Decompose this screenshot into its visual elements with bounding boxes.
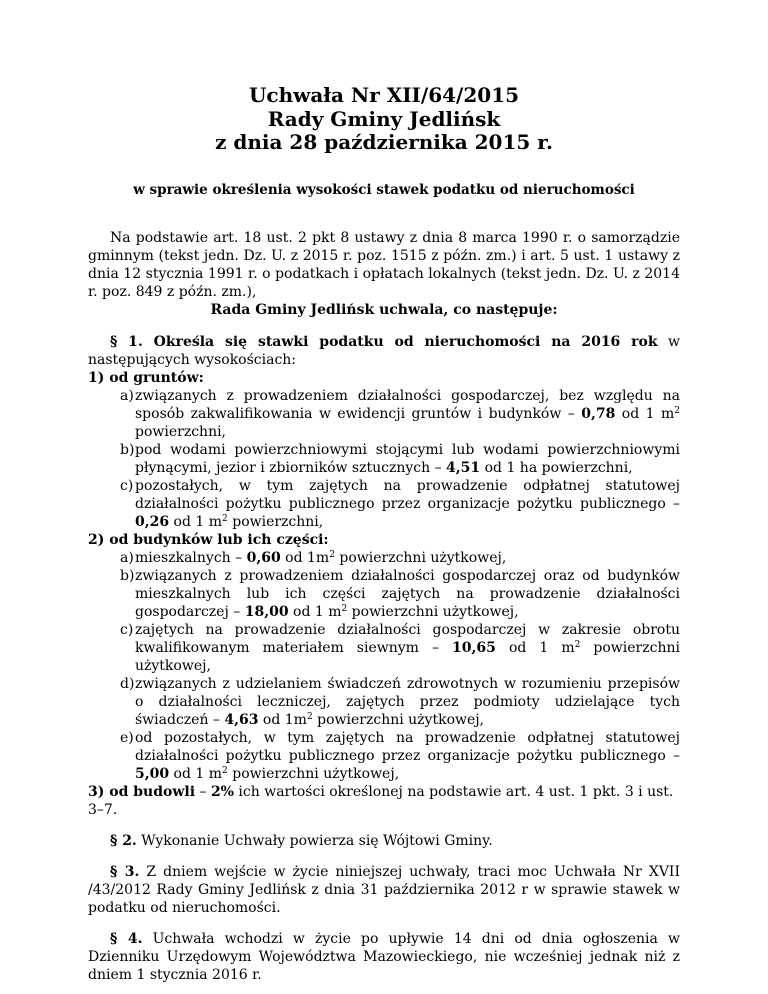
group-buildings-title: 2) od budynków lub ich części: [88, 531, 329, 548]
building-item-e: e) od pozostałych, w tym zajętych na prowadzenie odpłatnej statutowej działalności pożytku publicznego przez organizacje pożytku publicznego – 5,00 od 1 $m^2$ powierzchni użytkowej, [120, 729, 680, 782]
group-land-title: 1) od gruntów: [88, 369, 204, 386]
section-4-mark: § 4. [110, 930, 143, 947]
item-label: c) [120, 621, 134, 638]
resolution-title [88, 84, 680, 155]
land-item-c: c) pozostałych, w tym zajętych na prowadzenie odpłatnej statutowej działalności pożytku publicznego przez organizacje pożytku publicznego – 0,26 od 1 $m^2$ powierzchni, [120, 477, 680, 530]
section-2-mark: § 2. [110, 832, 137, 849]
building-item-c: c) zajętych na prowadzenie działalności gospodarczej w zakresie obrotu kwalifikowanym materiałem siewnym – 10,65 od 1 $m^2$ powierzchni użytkowej, [120, 621, 680, 674]
title-number: Uchwała Nr XII/64/2015 [248, 83, 520, 107]
rate-value: 2% [210, 783, 234, 800]
section-4: § 4. Uchwała wchodzi w życie po upływie 14 dni od dnia ogłoszenia w Dzienniku Urzędowym Województwa Mazowieckiego, nie wcześniej jednak niż z dniem 1 stycznia 2016 r. [88, 930, 680, 983]
item-label: b) [120, 567, 135, 584]
resolution-subject: w sprawie określenia wysokości stawek podatku od nieruchomości [133, 181, 635, 198]
group-structures: 3) od budowli – 2% ich wartości określonej na podstawie art. 4 ust. 1 pkt. 3 i ust. 3–7. [88, 783, 674, 818]
rate-value: 18,00 [244, 603, 289, 620]
item-label: e) [120, 729, 134, 746]
item-label: a) [120, 387, 134, 404]
item-label: b) [120, 441, 135, 458]
preamble: Na podstawie art. 18 ust. 2 pkt 8 ustawy z dnia 8 marca 1990 r. o samorządzie gminnym (tekst jedn. Dz. U. z 2015 r. poz. 1515 z późn. zm.) i art. 5 ust. 1 ustawy z dnia 12 stycznia 1991 r. o podatkach i opłatach lokalnych (tekst jedn. Dz. U. z 2014 r. poz. 849 z późn. zm.), [88, 229, 680, 300]
section-1-rest: w następujących wysokościach: [88, 333, 680, 368]
rate-value: 0,78 [581, 405, 616, 422]
rate-value: 10,65 [452, 639, 496, 656]
document-page [88, 84, 680, 984]
enacting-clause: Rada Gminy Jedlińsk uchwala, co następuje: [210, 301, 558, 318]
rate-value: 0,60 [246, 549, 281, 566]
building-item-a: a) mieszkalnych – 0,60 od $1m^2$ powierzchni użytkowej, [120, 549, 507, 566]
rate-value: 4,63 [224, 711, 259, 728]
rate-value: 4,51 [446, 459, 481, 476]
title-date: z dnia 28 października 2015 r. [215, 130, 553, 154]
section-3-mark: § 3. [110, 863, 140, 880]
title-council: Rady Gminy Jedlińsk [267, 106, 501, 131]
section-1-intro [88, 333, 680, 369]
section-1-heading: . Określa się stawki podatku od nieruchomości na 2016 rok [137, 333, 658, 350]
item-label: d) [120, 675, 135, 692]
section-1-mark: § 1 [110, 333, 138, 350]
item-label: c) [120, 477, 134, 494]
land-item-a: a) związanych z prowadzeniem działalności gospodarczej, bez względu na sposób zakwalifikowania w ewidencji gruntów i budynków – 0,78 od 1 $m^2$ powierzchni, [120, 387, 681, 440]
land-item-b: b) pod wodami powierzchniowymi stojącymi lub wodami powierzchniowymi płynącymi, jezior i zbiorników sztucznych – 4,51 od 1 ha powierzchni, [120, 441, 680, 476]
group-structures-title: 3) od budowli [88, 783, 196, 800]
building-item-d: d) związanych z udzielaniem świadczeń zdrowotnych w rozumieniu przepisów o działalności leczniczej, zajętych przez podmioty udzielające tych świadczeń – 4,63 od $1m^2$ powierzchni użytkowej, [120, 675, 680, 728]
section-3: § 3. Z dniem wejście w życie niniejszej uchwały, traci moc Uchwała Nr XVII /43/2012 Rady Gminy Jedlińsk z dnia 31 października 2012 r w sprawie stawek w podatku od nieruchomości. [88, 863, 680, 916]
item-label: a) [120, 549, 134, 566]
section-2: § 2. Wykonanie Uchwały powierza się Wójtowi Gminy. [110, 832, 493, 849]
building-item-b: b) związanych z prowadzeniem działalności gospodarczej oraz od budynków mieszkalnych lub ich części zajętych na prowadzenie działalności gospodarczej – 18,00 od 1 $m^2$ powierzchni użytkowej, [120, 567, 680, 620]
rate-value: 0,26 [135, 513, 170, 530]
rate-value: 5,00 [135, 765, 170, 782]
